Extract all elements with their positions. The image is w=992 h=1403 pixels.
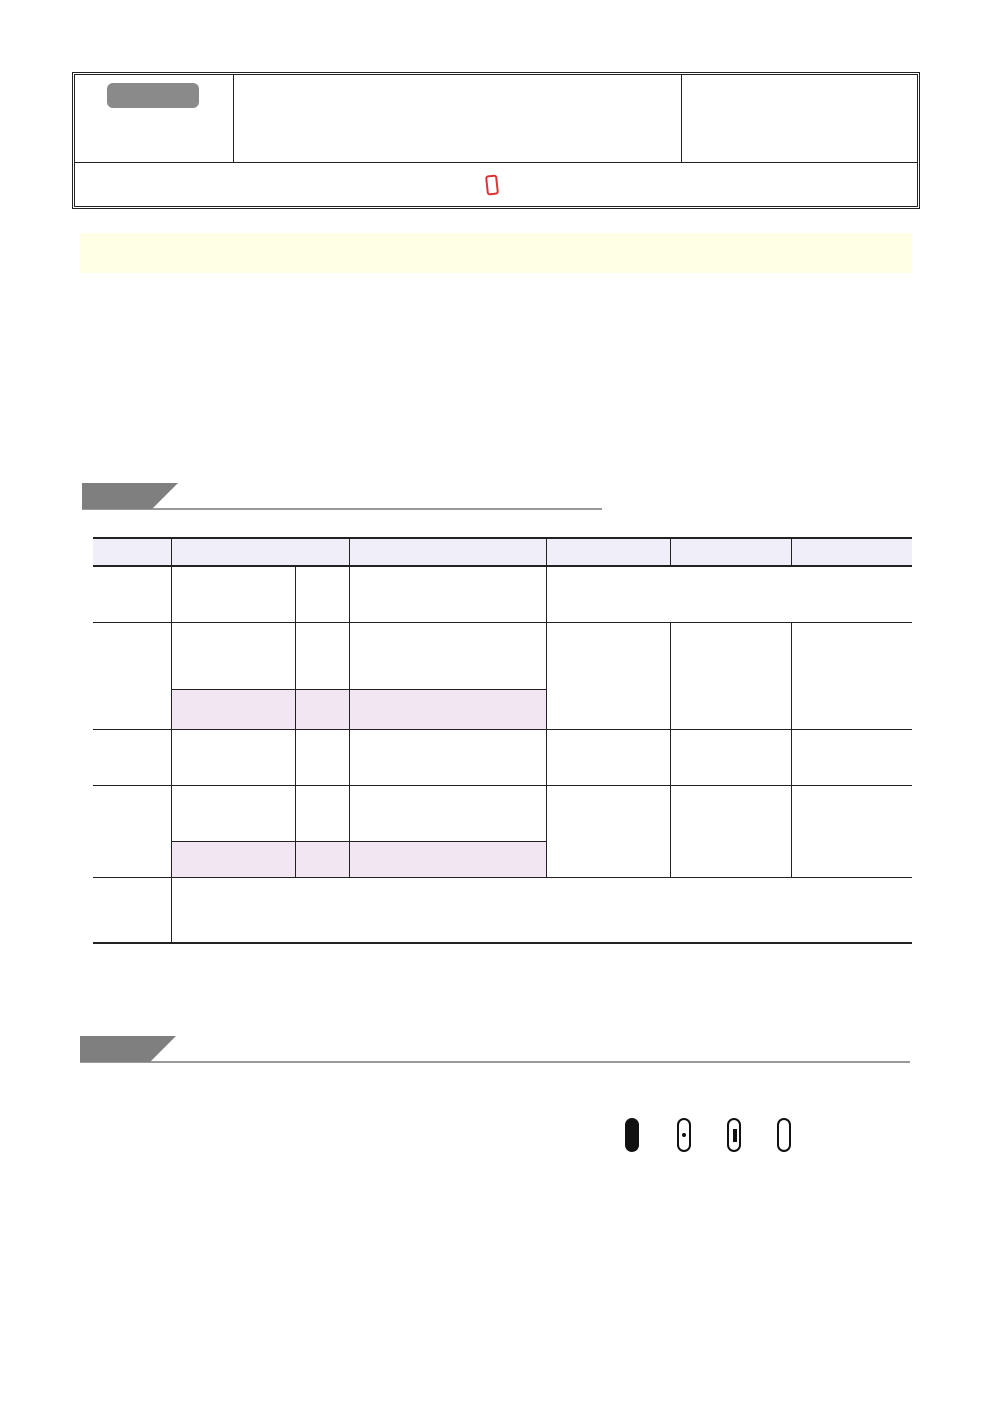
section-2-tab (150, 1036, 176, 1062)
duration-cell (295, 841, 349, 877)
table-row (93, 566, 912, 622)
header-day-1 (546, 538, 670, 566)
header-content (349, 538, 546, 566)
time-cell (171, 841, 295, 877)
duration-cell (295, 785, 349, 841)
row-label (93, 729, 171, 785)
omr-filled-mark-icon (625, 1118, 639, 1152)
row-label (93, 877, 171, 943)
duration-cell (295, 689, 349, 729)
motto-badge (107, 83, 199, 108)
all-days-cell (546, 566, 912, 622)
header-day-2 (670, 538, 791, 566)
subject-cell (791, 785, 912, 877)
header-category (93, 538, 171, 566)
table-row (93, 785, 912, 841)
row-label (93, 622, 171, 729)
day-cell (791, 729, 912, 785)
row-label (93, 566, 171, 622)
remark-cell (171, 877, 912, 943)
slogan (75, 163, 917, 207)
subject-cell (546, 785, 670, 877)
section-1-heading (82, 483, 602, 509)
content-cell (349, 729, 546, 785)
subject-cell (791, 622, 912, 729)
row-label (93, 785, 171, 877)
time-cell (171, 566, 295, 622)
content-cell (349, 689, 546, 729)
table-row (93, 729, 912, 785)
time-cell (171, 622, 295, 689)
banner-top-color-bar (80, 225, 912, 233)
stamp-line-1 (491, 178, 492, 191)
section-2-heading (80, 1036, 910, 1062)
subject-cell (670, 622, 791, 729)
table-row (93, 622, 912, 689)
banner-bottom-color-bar (80, 273, 912, 283)
time-cell (171, 785, 295, 841)
duration-cell (295, 729, 349, 785)
content-cell (349, 841, 546, 877)
omr-check-mark-icon (777, 1118, 791, 1152)
content-cell (349, 622, 546, 689)
duration-cell (295, 622, 349, 689)
section-2-underline (80, 1061, 910, 1063)
table-row (93, 877, 912, 943)
omr-partial-mark-icon (727, 1118, 741, 1152)
innovation-school-stamp (485, 174, 499, 195)
table-header-row (93, 538, 912, 566)
header-time (171, 538, 349, 566)
time-cell (171, 689, 295, 729)
time-cell (171, 729, 295, 785)
day-cell (670, 729, 791, 785)
exam-schedule-table (93, 537, 912, 944)
subject-cell (670, 785, 791, 877)
page-title (234, 75, 682, 162)
section-1-tab (152, 483, 178, 509)
day-cell (546, 729, 670, 785)
document-title (80, 233, 912, 273)
header-day-3 (791, 538, 912, 566)
section-2-number (80, 1036, 150, 1062)
content-cell (349, 566, 546, 622)
section-1-number (82, 483, 152, 509)
duration-cell (295, 566, 349, 622)
omr-dot-mark-icon (677, 1118, 691, 1152)
content-cell (349, 785, 546, 841)
subject-cell (546, 622, 670, 729)
